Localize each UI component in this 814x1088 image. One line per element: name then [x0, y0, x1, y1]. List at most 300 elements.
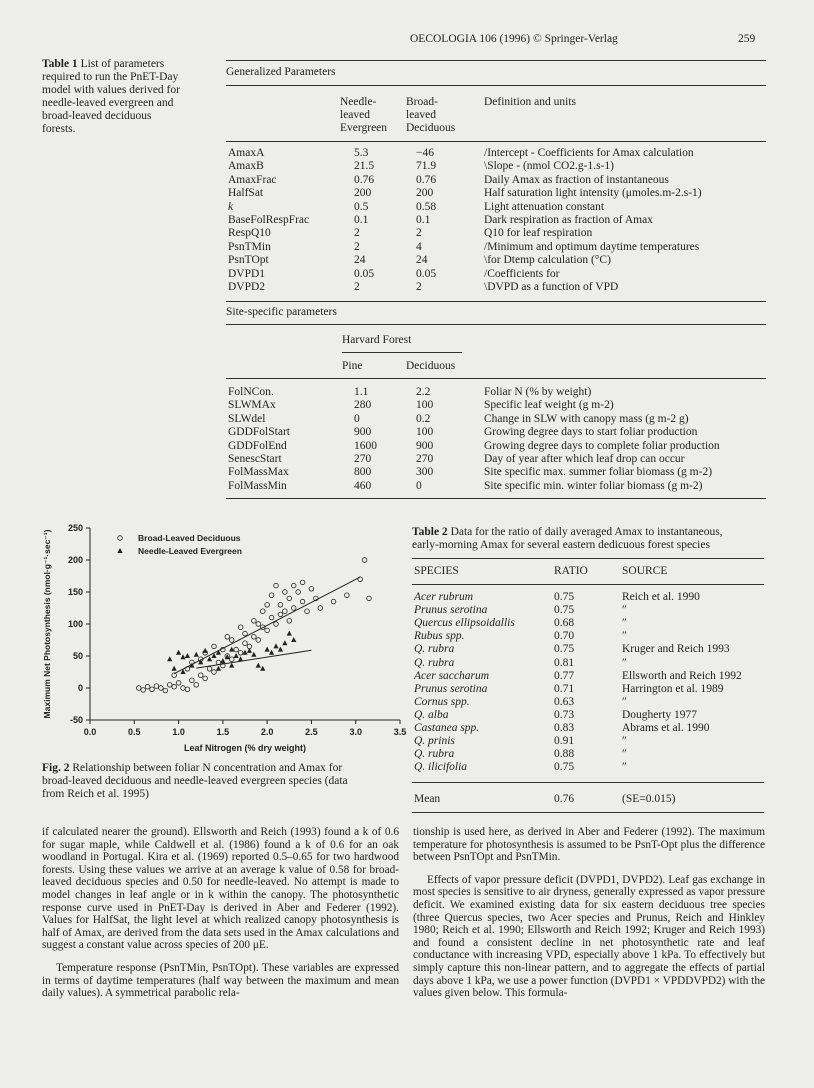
data-point-deciduous — [256, 622, 261, 627]
param-value-needle: 24 — [354, 254, 366, 267]
data-point-deciduous — [154, 684, 159, 689]
source-reference: Abrams et al. 1990 — [622, 722, 710, 734]
param-name: SLWdel — [228, 412, 266, 425]
data-point-evergreen — [220, 658, 225, 663]
data-point-evergreen — [265, 647, 270, 652]
paragraph: tionship is used here, as derived in Aber and Federer (1992). The maximum temperature for photosynthesis is assumed to be PsnT-Opt plus the difference between PsnTOpt and PsnTMin. — [413, 826, 765, 864]
param-value-broad: 71.9 — [416, 160, 437, 173]
figure2-chart — [38, 520, 410, 758]
species-row — [412, 630, 764, 643]
param-row — [226, 227, 766, 240]
param-value-needle: 200 — [354, 187, 372, 200]
x-tick-label: 2.5 — [305, 727, 318, 737]
param-value-pine: 460 — [354, 479, 372, 492]
param-value-deciduous: 900 — [416, 439, 434, 452]
param-row — [226, 440, 766, 453]
param-value-pine: 1600 — [354, 439, 377, 452]
param-value-needle: 0.76 — [354, 173, 375, 186]
source-reference: ″ — [622, 695, 627, 708]
data-point-deciduous — [229, 657, 234, 662]
species-row — [412, 748, 764, 761]
col-header-definition: Definition and units — [484, 96, 576, 108]
data-point-deciduous — [256, 638, 261, 643]
param-value-deciduous: 100 — [416, 426, 434, 439]
param-value-deciduous: 2.2 — [416, 386, 431, 398]
param-name: GDDFolEnd — [228, 439, 287, 452]
species-name: Prunus serotina — [414, 682, 488, 695]
data-point-evergreen — [238, 656, 243, 661]
legend-label-deciduous: Broad-Leaved Deciduous — [138, 533, 241, 543]
data-point-deciduous — [203, 676, 208, 681]
x-tick-label: 2.0 — [260, 727, 274, 737]
data-point-deciduous — [269, 593, 274, 598]
data-point-deciduous — [243, 641, 248, 646]
data-point-deciduous — [300, 599, 305, 604]
data-point-deciduous — [172, 684, 177, 689]
param-value-needle: 0.05 — [354, 267, 375, 280]
param-name: FolMassMax — [228, 466, 289, 479]
data-point-evergreen — [256, 663, 261, 668]
param-value-broad: −46 — [416, 147, 434, 159]
y-tick-label: 50 — [72, 651, 83, 661]
species-name: Q. rubra — [414, 748, 455, 761]
param-value-broad: 200 — [416, 187, 434, 200]
data-point-deciduous — [163, 688, 168, 693]
data-point-deciduous — [305, 609, 310, 614]
data-point-evergreen — [247, 648, 252, 653]
mean-se: (SE=0.015) — [622, 793, 676, 805]
data-point-deciduous — [234, 647, 239, 652]
col-header-deciduous: Deciduous — [406, 360, 456, 372]
param-value-broad: 0.1 — [416, 214, 431, 226]
col-header-line: Needle- — [340, 96, 377, 108]
journal-header: OECOLOGIA 106 (1996) © Springer-Verlag — [410, 33, 618, 45]
param-name: HalfSat — [228, 187, 264, 200]
ratio-value: 0.71 — [554, 682, 575, 695]
param-row — [226, 214, 766, 227]
x-axis-label: Leaf Nitrogen (% dry weight) — [183, 743, 307, 753]
table1-caption-line: needle-leaved evergreen and — [42, 97, 174, 109]
ratio-value: 0.75 — [554, 604, 575, 617]
source-reference: Harrington et al. 1989 — [622, 682, 724, 695]
data-point-evergreen — [282, 640, 287, 645]
species-row — [412, 617, 764, 630]
param-row — [226, 160, 766, 173]
ratio-value: 0.68 — [554, 617, 575, 630]
param-value-deciduous: 300 — [416, 466, 434, 479]
col-header-broad — [406, 96, 455, 135]
source-reference: ″ — [622, 761, 627, 774]
data-point-deciduous — [136, 686, 141, 691]
legend-marker-deciduous — [118, 536, 123, 541]
data-point-evergreen — [185, 653, 190, 658]
species-row — [412, 670, 764, 683]
mean-value: 0.76 — [554, 793, 575, 805]
species-name: Q. alba — [414, 708, 449, 721]
param-value-deciduous: 0.2 — [416, 412, 431, 425]
param-value-broad: 0.58 — [416, 200, 437, 213]
param-name: AmaxA — [228, 147, 265, 159]
species-name: Prunus serotina — [414, 604, 488, 617]
data-point-evergreen — [260, 666, 265, 671]
col-header-pine: Pine — [342, 360, 363, 372]
col-header-line: Broad- — [406, 96, 438, 108]
data-point-deciduous — [278, 612, 283, 617]
ratio-value: 0.75 — [554, 643, 575, 656]
param-row — [226, 241, 766, 254]
table2-caption — [412, 526, 772, 552]
x-tick-label: 3.0 — [349, 727, 362, 737]
col-header-line: Evergreen — [340, 122, 388, 134]
source-reference: ″ — [622, 748, 627, 761]
mean-label: Mean — [414, 793, 441, 805]
param-name: AmaxFrac — [228, 173, 277, 186]
y-tick-label: 250 — [67, 523, 83, 533]
data-point-deciduous — [291, 606, 296, 611]
param-value-deciduous: 270 — [416, 453, 434, 465]
param-value-needle: 2 — [354, 281, 360, 293]
table1-caption-line: broad-leaved deciduous — [42, 110, 152, 122]
col-header-line: leaved — [406, 109, 437, 121]
species-row — [412, 657, 764, 670]
source-reference: Kruger and Reich 1993 — [622, 643, 730, 656]
param-definition: \Slope - (nmol CO2.g-1.s-1) — [484, 160, 615, 173]
data-point-evergreen — [273, 643, 278, 648]
figure2-caption-line: from Reich et al. 1995) — [42, 788, 149, 800]
param-definition: \DVPD as a function of VPD — [484, 281, 619, 293]
ratio-value: 0.73 — [554, 708, 575, 721]
data-point-deciduous — [278, 603, 283, 608]
species-row — [412, 735, 764, 748]
param-name: BaseFolRespFrac — [228, 214, 310, 226]
param-value-pine: 270 — [354, 453, 372, 465]
data-point-deciduous — [287, 596, 292, 601]
species-row — [412, 696, 764, 709]
species-name: Acer saccharum — [414, 669, 490, 682]
data-point-deciduous — [274, 622, 279, 627]
x-tick-label: 0.5 — [128, 727, 141, 737]
param-value-broad: 24 — [416, 254, 428, 267]
species-name: Quercus ellipsoidallis — [414, 617, 515, 630]
param-name: FolNCon. — [228, 386, 274, 398]
param-name: GDDFolStart — [228, 426, 290, 439]
param-value-needle: 2 — [354, 240, 360, 253]
table1-caption-line: required to run the PnET-Day — [42, 71, 179, 83]
ratio-value: 0.63 — [554, 695, 575, 708]
paragraph: Temperature response (PsnTMin, PsnTOpt). These variables are expressed in terms of daytime temperatures (half way between the maximum and mean daily values). A symmetrical parabolic rela- — [42, 961, 399, 1000]
param-definition: Change in SLW with canopy mass (g m-2 g) — [484, 412, 689, 425]
param-row — [226, 201, 766, 214]
param-definition: /Intercept - Coefficients for Amax calculation — [484, 147, 694, 159]
data-point-evergreen — [194, 652, 199, 657]
data-point-deciduous — [265, 628, 270, 633]
data-point-deciduous — [283, 609, 288, 614]
param-definition: Site specific min. winter foliar biomass (g m-2) — [484, 479, 703, 492]
param-definition: /Coefficients for — [484, 267, 560, 280]
figure2-caption-line: Relationship between foliar N concentration and Amax for — [72, 762, 343, 774]
param-value-needle: 5.3 — [354, 147, 369, 159]
param-row — [226, 254, 766, 267]
param-value-pine: 900 — [354, 426, 372, 439]
species-name: Q. rubra — [414, 656, 455, 669]
data-point-deciduous — [212, 644, 217, 649]
param-value-needle: 0.5 — [354, 200, 369, 213]
source-reference: Reich et al. 1990 — [622, 591, 700, 603]
data-point-evergreen — [207, 656, 212, 661]
data-point-evergreen — [176, 650, 181, 655]
x-tick-label: 0.0 — [83, 727, 97, 737]
data-point-deciduous — [238, 651, 243, 656]
paragraph: Effects of vapor pressure deficit (DVPD1, DVPD2). Leaf gas exchange in most species is sensitive to air dryness, generally expressed as vapor pressure deficit. We examined existing data for six eastern deciduous tree species (three Quercus species, two Acer species and Prunus, Reich and Hinkley 1980; Reich et al. 1990; Ellsworth and Reich 1992; Kruger and Reich 1993) and found a consistent decline in net photosynthetic rate and leaf conductance with increasing VPD, especially above 1 kPa. To effectively but simply capture this non-linear pattern, and to aggregate the effects of partial days above 1 kPa, we use a power function (DVPD1 × VPDDVPD2) with the values given below. This formula- — [413, 873, 765, 1000]
y-tick-label: 0 — [77, 683, 83, 693]
param-value-needle: 0.1 — [354, 214, 369, 226]
data-point-deciduous — [269, 615, 274, 620]
species-row — [412, 643, 764, 656]
source-reference: Ellsworth and Reich 1992 — [622, 669, 742, 682]
ratio-value: 0.70 — [554, 630, 575, 643]
data-point-deciduous — [190, 678, 195, 683]
source-reference: ″ — [622, 604, 627, 617]
data-point-evergreen — [203, 648, 208, 653]
data-point-deciduous — [309, 587, 314, 592]
param-definition: Foliar N (% by weight) — [484, 386, 592, 398]
param-definition: Daily Amax as fraction of instantaneous — [484, 173, 669, 186]
param-value-broad: 4 — [416, 240, 422, 253]
table2-caption-line: Data for the ratio of daily averaged Amax to instantaneous, — [450, 526, 723, 538]
data-point-deciduous — [291, 583, 296, 588]
species-name: Cornus spp. — [414, 695, 470, 708]
param-name: DVPD1 — [228, 267, 266, 280]
param-value-broad: 0.05 — [416, 267, 437, 280]
species-row — [412, 683, 764, 696]
data-point-deciduous — [145, 684, 150, 689]
param-definition: Growing degree days to complete foliar production — [484, 439, 720, 452]
param-row — [226, 413, 766, 426]
data-point-evergreen — [278, 647, 283, 652]
table2-caption-label: Table 2 — [412, 526, 448, 538]
ratio-value: 0.81 — [554, 656, 575, 669]
species-row — [412, 604, 764, 617]
param-definition: Growing degree days to start foliar production — [484, 426, 698, 439]
data-point-deciduous — [252, 635, 257, 640]
col-header-species: SPECIES — [414, 565, 459, 577]
data-point-deciduous — [229, 638, 234, 643]
data-point-deciduous — [252, 619, 257, 624]
data-point-evergreen — [251, 652, 256, 657]
table1-caption — [42, 58, 212, 136]
body-right-column — [413, 826, 765, 1000]
param-name: AmaxB — [228, 160, 264, 173]
data-point-evergreen — [291, 637, 296, 642]
data-point-deciduous — [141, 688, 146, 693]
site-rows — [226, 386, 766, 496]
data-point-deciduous — [181, 686, 186, 691]
data-point-deciduous — [296, 590, 301, 595]
param-value-needle: 2 — [354, 227, 360, 240]
data-point-evergreen — [287, 631, 292, 636]
data-point-deciduous — [207, 667, 212, 672]
data-point-deciduous — [212, 670, 217, 675]
param-row — [226, 426, 766, 439]
param-value-broad: 2 — [416, 281, 422, 293]
data-point-deciduous — [150, 687, 155, 692]
param-definition: Half saturation light intensity (μmoles.m-2.s-1) — [484, 187, 702, 200]
data-point-deciduous — [274, 583, 279, 588]
data-point-evergreen — [216, 650, 221, 655]
site-group-header: Harvard Forest — [342, 334, 412, 346]
data-point-deciduous — [216, 660, 221, 665]
table1-caption-line: model with values derived for — [42, 84, 180, 96]
param-row — [226, 174, 766, 187]
data-point-deciduous — [345, 593, 350, 598]
generalized-rows — [226, 147, 766, 297]
param-value-pine: 0 — [354, 412, 360, 425]
species-name: Q. rubra — [414, 643, 455, 656]
source-reference: ″ — [622, 656, 627, 669]
data-point-deciduous — [362, 558, 367, 563]
param-value-broad: 2 — [416, 227, 422, 240]
table2-rows — [412, 591, 764, 781]
ratio-value: 0.77 — [554, 669, 575, 682]
y-tick-label: -50 — [69, 715, 83, 725]
data-point-deciduous — [300, 580, 305, 585]
param-value-pine: 280 — [354, 399, 372, 412]
source-reference: Dougherty 1977 — [622, 708, 698, 721]
data-point-deciduous — [167, 683, 172, 688]
param-definition: Day of year after which leaf drop can occur — [484, 453, 685, 465]
param-row — [226, 147, 766, 160]
data-point-deciduous — [318, 606, 323, 611]
ratio-value: 0.75 — [554, 591, 575, 603]
species-name: Acer rubrum — [414, 591, 474, 603]
data-point-deciduous — [265, 603, 270, 608]
data-point-deciduous — [176, 681, 181, 686]
param-definition: /Minimum and optimum daytime temperatures — [484, 240, 700, 253]
species-name: Castanea spp. — [414, 722, 480, 734]
table1-caption-line: forests. — [42, 123, 76, 135]
param-row — [226, 386, 766, 399]
data-point-evergreen — [167, 656, 172, 661]
table2-caption-line: early-morning Amax for several eastern dedicuous forest species — [412, 539, 710, 551]
param-name: FolMassMin — [228, 479, 287, 492]
param-row — [226, 268, 766, 281]
param-definition: Site specific max. summer foliar biomass (g m-2) — [484, 466, 713, 479]
param-row — [226, 453, 766, 466]
species-row — [412, 722, 764, 735]
col-header-source: SOURCE — [622, 565, 668, 577]
data-point-deciduous — [185, 687, 190, 692]
param-definition: Light attenuation constant — [484, 200, 605, 213]
data-point-deciduous — [287, 619, 292, 624]
source-reference: ″ — [622, 617, 627, 630]
param-row — [226, 187, 766, 200]
species-row — [412, 709, 764, 722]
paragraph: if calculated nearer the ground). Ellsworth and Reich (1993) found a k of 0.6 for sugar maple, while Caldwell et al. (1986) found a k of 0.6 for an oak woodland in Portugal. Kira et al. (1969) reported 0.5–0.65 for two hardwood forests. Using these values we arrive at an average k value of 0.58 for broad-leaved deciduous species and 0.50 for needle-leaved. No attempt is made to model changes in leaf angle or in k within the canopy. The photosynthetic response curve used in PnET-Day is derived in Aber and Federer (1992). Values for HalfSat, the light level at which realized canopy photosynthesis is half of Amax, are derived from the data sets used in the Amax calculations and suggest a constant value across species of 200 μE. — [42, 826, 399, 952]
table1-section-site: Site-specific parameters — [226, 306, 337, 318]
x-tick-label: 1.0 — [172, 727, 185, 737]
param-name: RespQ10 — [228, 227, 271, 240]
param-value-pine: 1.1 — [354, 386, 369, 398]
param-value-needle: 21.5 — [354, 160, 375, 173]
y-tick-label: 200 — [67, 555, 83, 565]
param-name: DVPD2 — [228, 281, 266, 293]
legend-label-evergreen: Needle-Leaved Evergreen — [138, 546, 242, 556]
param-name: PsnTMin — [228, 240, 271, 253]
species-row — [412, 761, 764, 774]
param-name: SLWMAx — [228, 399, 276, 412]
param-definition: Specific leaf weight (g m-2) — [484, 399, 614, 412]
data-point-evergreen — [269, 650, 274, 655]
species-name: Q. prinis — [414, 735, 455, 748]
data-point-deciduous — [159, 686, 164, 691]
figure2-caption-label: Fig. 2 — [42, 762, 70, 774]
source-reference: ″ — [622, 735, 627, 748]
table1-section-generalized: Generalized Parameters — [226, 66, 336, 78]
param-name: k — [228, 200, 234, 213]
param-value-deciduous: 100 — [416, 399, 434, 412]
data-point-deciduous — [367, 596, 372, 601]
legend-marker-evergreen — [117, 548, 122, 553]
col-header-line: leaved — [340, 109, 371, 121]
param-definition: Q10 for leaf respiration — [484, 227, 593, 240]
y-tick-label: 100 — [67, 619, 83, 629]
species-name: Rubus spp. — [414, 630, 465, 643]
data-point-deciduous — [331, 599, 336, 604]
param-row — [226, 399, 766, 412]
data-point-deciduous — [260, 609, 265, 614]
ratio-value: 0.83 — [554, 722, 575, 734]
body-left-column — [42, 826, 399, 1000]
col-header-ratio: RATIO — [554, 565, 588, 577]
param-value-pine: 800 — [354, 466, 372, 479]
data-point-deciduous — [238, 625, 243, 630]
data-point-deciduous — [243, 631, 248, 636]
data-point-deciduous — [194, 683, 199, 688]
col-header-needle — [340, 96, 387, 135]
data-point-deciduous — [198, 673, 203, 678]
species-row — [412, 591, 764, 604]
col-header-line: Deciduous — [406, 122, 456, 134]
y-tick-label: 150 — [67, 587, 83, 597]
data-point-evergreen — [172, 666, 177, 671]
param-name: PsnTOpt — [228, 254, 269, 267]
data-point-evergreen — [216, 666, 221, 671]
page-number: 259 — [738, 33, 756, 45]
data-point-deciduous — [225, 635, 230, 640]
table2 — [412, 556, 764, 818]
table1 — [226, 56, 766, 506]
figure2-caption — [42, 762, 400, 801]
data-point-deciduous — [283, 590, 288, 595]
param-row — [226, 281, 766, 294]
y-axis-label: Maximum Net Photosynthesis (nmol·g⁻¹·sec⁻¹) — [42, 529, 52, 719]
ratio-value: 0.75 — [554, 761, 575, 774]
x-tick-label: 1.5 — [216, 727, 230, 737]
ratio-value: 0.91 — [554, 735, 575, 748]
param-row — [226, 480, 766, 493]
ratio-value: 0.88 — [554, 748, 575, 761]
source-reference: ″ — [622, 630, 627, 643]
species-name: Q. ilicifolia — [414, 761, 468, 774]
table1-caption-label: Table 1 — [42, 58, 78, 70]
param-value-deciduous: 0 — [416, 479, 422, 492]
param-row — [226, 466, 766, 479]
param-definition: Dark respiration as fraction of Amax — [484, 214, 653, 226]
table1-caption-line: List of parameters — [80, 58, 165, 70]
x-tick-label: 3.5 — [393, 727, 407, 737]
param-name: SenescStart — [228, 453, 282, 465]
figure2-caption-line: broad-leaved deciduous and needle-leaved evergreen species (data — [42, 775, 348, 787]
